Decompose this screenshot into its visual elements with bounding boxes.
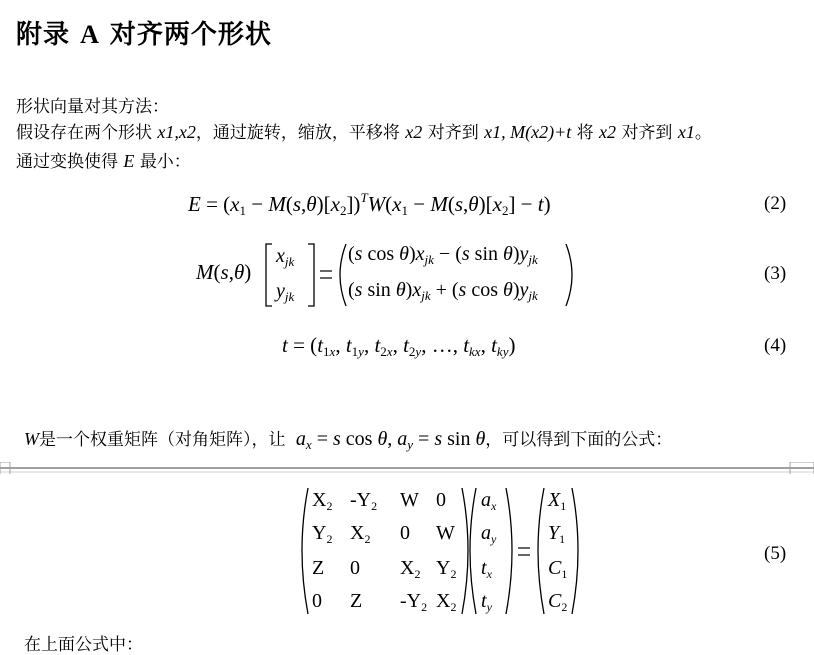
matrix-cell: $Y_2$	[312, 522, 333, 546]
paragraph-line-w	[24, 425, 672, 453]
result-cell: $C_2$	[548, 590, 568, 614]
vector-cell: $t_y$	[481, 590, 492, 614]
rotation-row-2: (s $\sin \theta)x_{jk} + (s$ $\cos \theta)y_{jk}$	[348, 279, 538, 303]
matrix-cell: W	[436, 522, 455, 544]
rotation-row-1: (s $\cos \theta)x_{jk} - (s$ $\sin \theta)y_{jk}$	[348, 243, 538, 267]
text: 在上面公式中：	[24, 635, 143, 655]
equation-2: $E = (x_1 - M(s,\theta)[x_2])^TW(x_1 - M(s,\theta)[x_2] - t)$	[188, 190, 551, 218]
result-cell: $Y_1$	[548, 522, 566, 546]
matrix-cell: $X_2$	[400, 557, 421, 581]
equation-number: (2)	[764, 193, 787, 214]
math-inline: x1	[677, 122, 695, 142]
text: 将	[576, 123, 594, 143]
paragraph-line-bottom	[24, 630, 143, 655]
equation-3-lhs: M(s,θ)	[196, 260, 252, 284]
math-inline: W	[24, 429, 39, 449]
text: 是一个权重矩阵（对角矩阵），让	[39, 430, 286, 450]
text: 对齐到	[621, 123, 673, 143]
equation-number: (5)	[764, 543, 787, 564]
math-inline: x1,x2	[157, 122, 196, 142]
paragraph-line-3	[16, 147, 191, 172]
matrix-cell: Z	[312, 557, 325, 579]
title-letter: A	[80, 20, 100, 49]
paragraph-line-1	[16, 92, 169, 117]
equation-number: (3)	[764, 263, 787, 284]
page-break-separator	[0, 462, 814, 474]
matrix-cell: Z	[350, 590, 363, 612]
matrix-cell: W	[400, 489, 419, 511]
matrix-cell: $-Y_2$	[400, 590, 428, 614]
equation-4: $t = (t_{1x}$, $t_{1y}$, $t_{2x}$, $t_{2y}$, …, $t_{kx}$, $t_{ky}$)	[282, 333, 516, 359]
equation-number: (4)	[764, 335, 787, 356]
matrix-cell: 0	[400, 522, 410, 544]
vector-cell: $a_x$	[481, 489, 497, 513]
matrix-cell: $X_2$	[436, 590, 457, 614]
text: 假设存在两个形状	[16, 123, 152, 143]
math-inline: x1, M(x2)+t	[484, 122, 572, 142]
matrix-cell: $X_2$	[350, 522, 371, 546]
vector-cell: $a_y$	[481, 522, 497, 546]
text: 。	[694, 123, 712, 143]
vector-x-jk: $x_{jk}$	[276, 245, 295, 269]
text: 对齐到	[427, 123, 479, 143]
text: 最小：	[139, 152, 191, 172]
matrix-cell: $Y_2$	[436, 557, 457, 581]
title-rest: 对齐两个形状	[109, 20, 272, 50]
math-inline: E	[123, 151, 135, 171]
vector-cell: $t_x$	[481, 557, 492, 581]
math-inline: x2	[405, 122, 423, 142]
result-cell: $C_1$	[548, 557, 568, 581]
matrix-cell: 0	[436, 489, 446, 511]
title-prefix: 附录	[16, 20, 71, 50]
math-inline: x2	[599, 122, 617, 142]
matrix-cell: 0	[312, 590, 322, 612]
text: 通过变换使得	[16, 152, 118, 172]
matrix-cell: $-Y_2$	[350, 489, 378, 513]
matrix-cell: 0	[350, 557, 360, 579]
page-title	[16, 14, 272, 51]
text: ，可以得到下面的公式：	[485, 430, 673, 450]
inline-formula-a: $a_x = s$ cos θ, $a_y = s$ sin θ	[295, 428, 486, 452]
result-cell: $X_1$	[548, 489, 567, 513]
vector-y-jk: $y_{jk}$	[276, 280, 295, 304]
text: 形状向量对其方法：	[16, 97, 169, 117]
text: ，通过旋转，缩放，平移将	[195, 123, 400, 143]
matrix-cell: $X_2$	[312, 489, 333, 513]
paragraph-line-2	[16, 118, 712, 143]
